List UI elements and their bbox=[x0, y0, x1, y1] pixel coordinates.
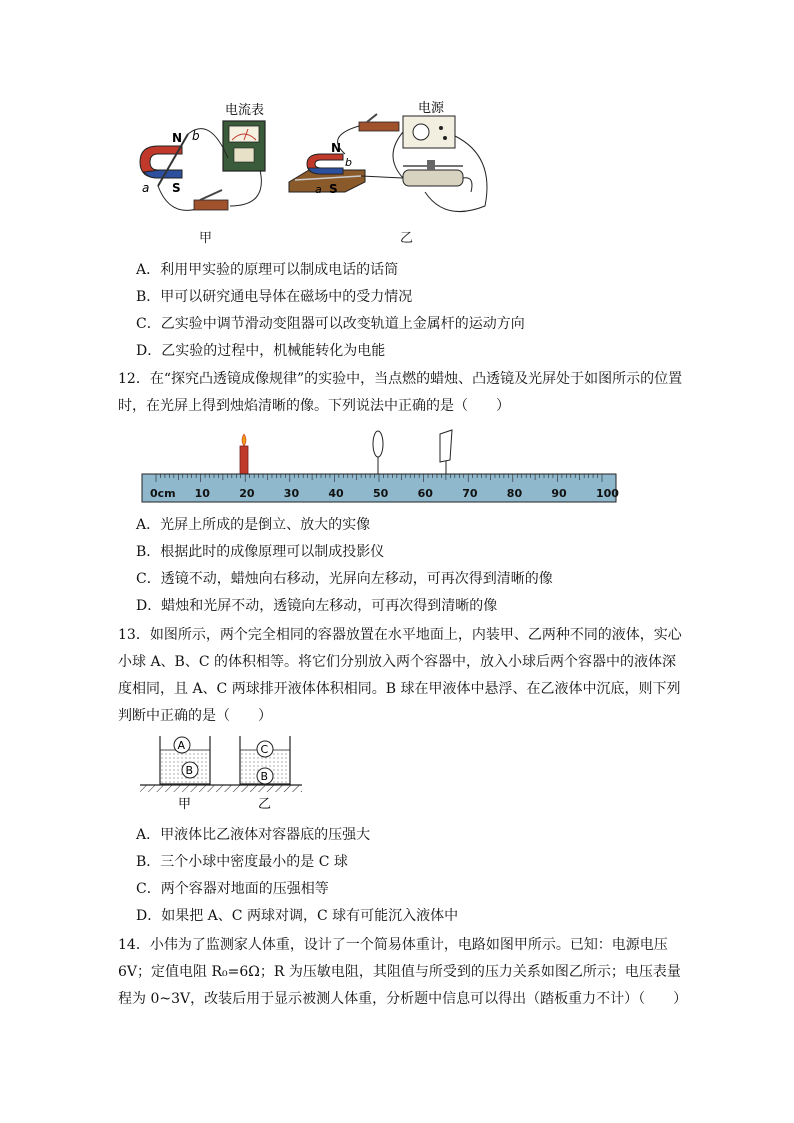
svg-text:B: B bbox=[185, 764, 194, 777]
q13-option-c[interactable]: C．两个容器对地面的压强相等 bbox=[136, 881, 329, 897]
q13-option-a[interactable]: A．甲液体比乙液体对容器底的压强大 bbox=[136, 827, 371, 843]
svg-text:b: b bbox=[345, 156, 352, 169]
ammeter-label: 电流表 bbox=[225, 103, 265, 118]
q11-option-c[interactable]: C．乙实验中调节滑动变阻器可以改变轨道上金属杆的运动方向 bbox=[136, 316, 525, 332]
q13-stem-line-3: 度相同，且 A、C 两球排开液体体积相同。B 球在甲液体中悬浮、在乙液体中沉底，则下列 bbox=[118, 681, 681, 697]
q12-option-c[interactable]: C．透镜不动，蜡烛向右移动，光屏向左移动，可再次得到清晰的像 bbox=[136, 571, 553, 587]
q11-option-a[interactable]: A．利用甲实验的原理可以制成电话的话筒 bbox=[136, 262, 399, 278]
convex-lens bbox=[373, 431, 383, 474]
svg-text:N: N bbox=[172, 131, 183, 145]
q12-stem-line-2: 时，在光屏上得到烛焰清晰的像。下列说法中正确的是（ ） bbox=[118, 398, 510, 414]
figure-jia-electromagnetic-induction bbox=[130, 96, 290, 226]
svg-text:a: a bbox=[142, 181, 150, 195]
svg-text:a: a bbox=[315, 183, 322, 196]
q12-option-d[interactable]: D．蜡烛和光屏不动，透镜向左移动，可再次得到清晰的像 bbox=[136, 598, 498, 614]
power-source-label: 电源 bbox=[418, 101, 445, 116]
ruler-label: 100 bbox=[596, 487, 619, 500]
q12-option-a[interactable]: A．光屏上所成的是倒立、放大的实像 bbox=[136, 517, 371, 533]
q13-option-b[interactable]: B．三个小球中密度最小的是 C 球 bbox=[136, 854, 348, 870]
svg-text:S: S bbox=[172, 181, 181, 195]
svg-text:C: C bbox=[260, 743, 269, 756]
figure-optical-bench bbox=[140, 428, 620, 508]
switch-yi bbox=[359, 122, 399, 131]
q14-stem-line-2: 6V；定值电阻 R₀=6Ω；R 为压敏电阻，其阻值与所受到的压力关系如图乙所示；电压表量 bbox=[118, 964, 681, 980]
ruler-label: 50 bbox=[373, 487, 389, 500]
ruler-label: 0cm bbox=[150, 487, 176, 500]
light-screen bbox=[440, 430, 452, 474]
ruler-label: 70 bbox=[462, 487, 478, 500]
ruler-label: 90 bbox=[551, 487, 567, 500]
figure-yi-motor-experiment bbox=[285, 96, 500, 226]
q13-stem-line-2: 小球 A、B、C 的体积相等。将它们分别放入两个容器中，放入小球后两个容器中的液体深 bbox=[118, 654, 677, 670]
sliding-rheostat bbox=[403, 170, 463, 186]
caption-jia-text: 甲 bbox=[199, 231, 213, 246]
svg-text:N: N bbox=[331, 141, 342, 155]
q13-option-d[interactable]: D．如果把 A、C 两球对调，C 球有可能沉入液体中 bbox=[136, 908, 459, 924]
q14-stem-line-3: 程为 0~3V，改装后用于显示被测人体重，分析题中信息可以得出（踏板重力不计）（ ） bbox=[118, 991, 688, 1007]
candle bbox=[240, 434, 248, 474]
ruler-label: 40 bbox=[328, 487, 344, 500]
ruler-label: 30 bbox=[283, 487, 300, 500]
caption-container-yi: 乙 bbox=[258, 797, 272, 812]
ruler-label: 10 bbox=[194, 487, 210, 500]
ruler-label: 60 bbox=[417, 487, 433, 500]
caption-yi-text: 乙 bbox=[400, 231, 414, 246]
switch bbox=[194, 200, 228, 210]
ruler-label: 80 bbox=[506, 487, 523, 500]
svg-text:b: b bbox=[192, 129, 200, 143]
caption-container-jia: 甲 bbox=[178, 797, 192, 812]
q13-stem-line-4: 判断中正确的是（ ） bbox=[118, 708, 272, 724]
q11-option-d[interactable]: D．乙实验的过程中，机械能转化为电能 bbox=[136, 343, 386, 359]
figure-containers bbox=[140, 732, 310, 814]
ruler-label: 20 bbox=[239, 487, 255, 500]
q11-option-b[interactable]: B．甲可以研究通电导体在磁场中的受力情况 bbox=[136, 289, 413, 305]
q12-stem-line-1: 12．在“探究凸透镜成像规律”的实验中，当点燃的蜡烛、凸透镜及光屏处于如图所示的位置 bbox=[118, 371, 683, 387]
svg-text:B: B bbox=[260, 770, 269, 783]
svg-text:A: A bbox=[177, 739, 186, 752]
svg-text:S: S bbox=[329, 182, 338, 196]
q13-stem-line-1: 13．如图所示，两个完全相同的容器放置在水平地面上，内装甲、乙两种不同的液体，实心 bbox=[118, 627, 682, 643]
q14-stem-line-1: 14．小伟为了监测家人体重，设计了一个简易体重计，电路如图甲所示。已知：电源电压 bbox=[118, 937, 668, 953]
q12-option-b[interactable]: B．根据此时的成像原理可以制成投影仪 bbox=[136, 544, 385, 560]
